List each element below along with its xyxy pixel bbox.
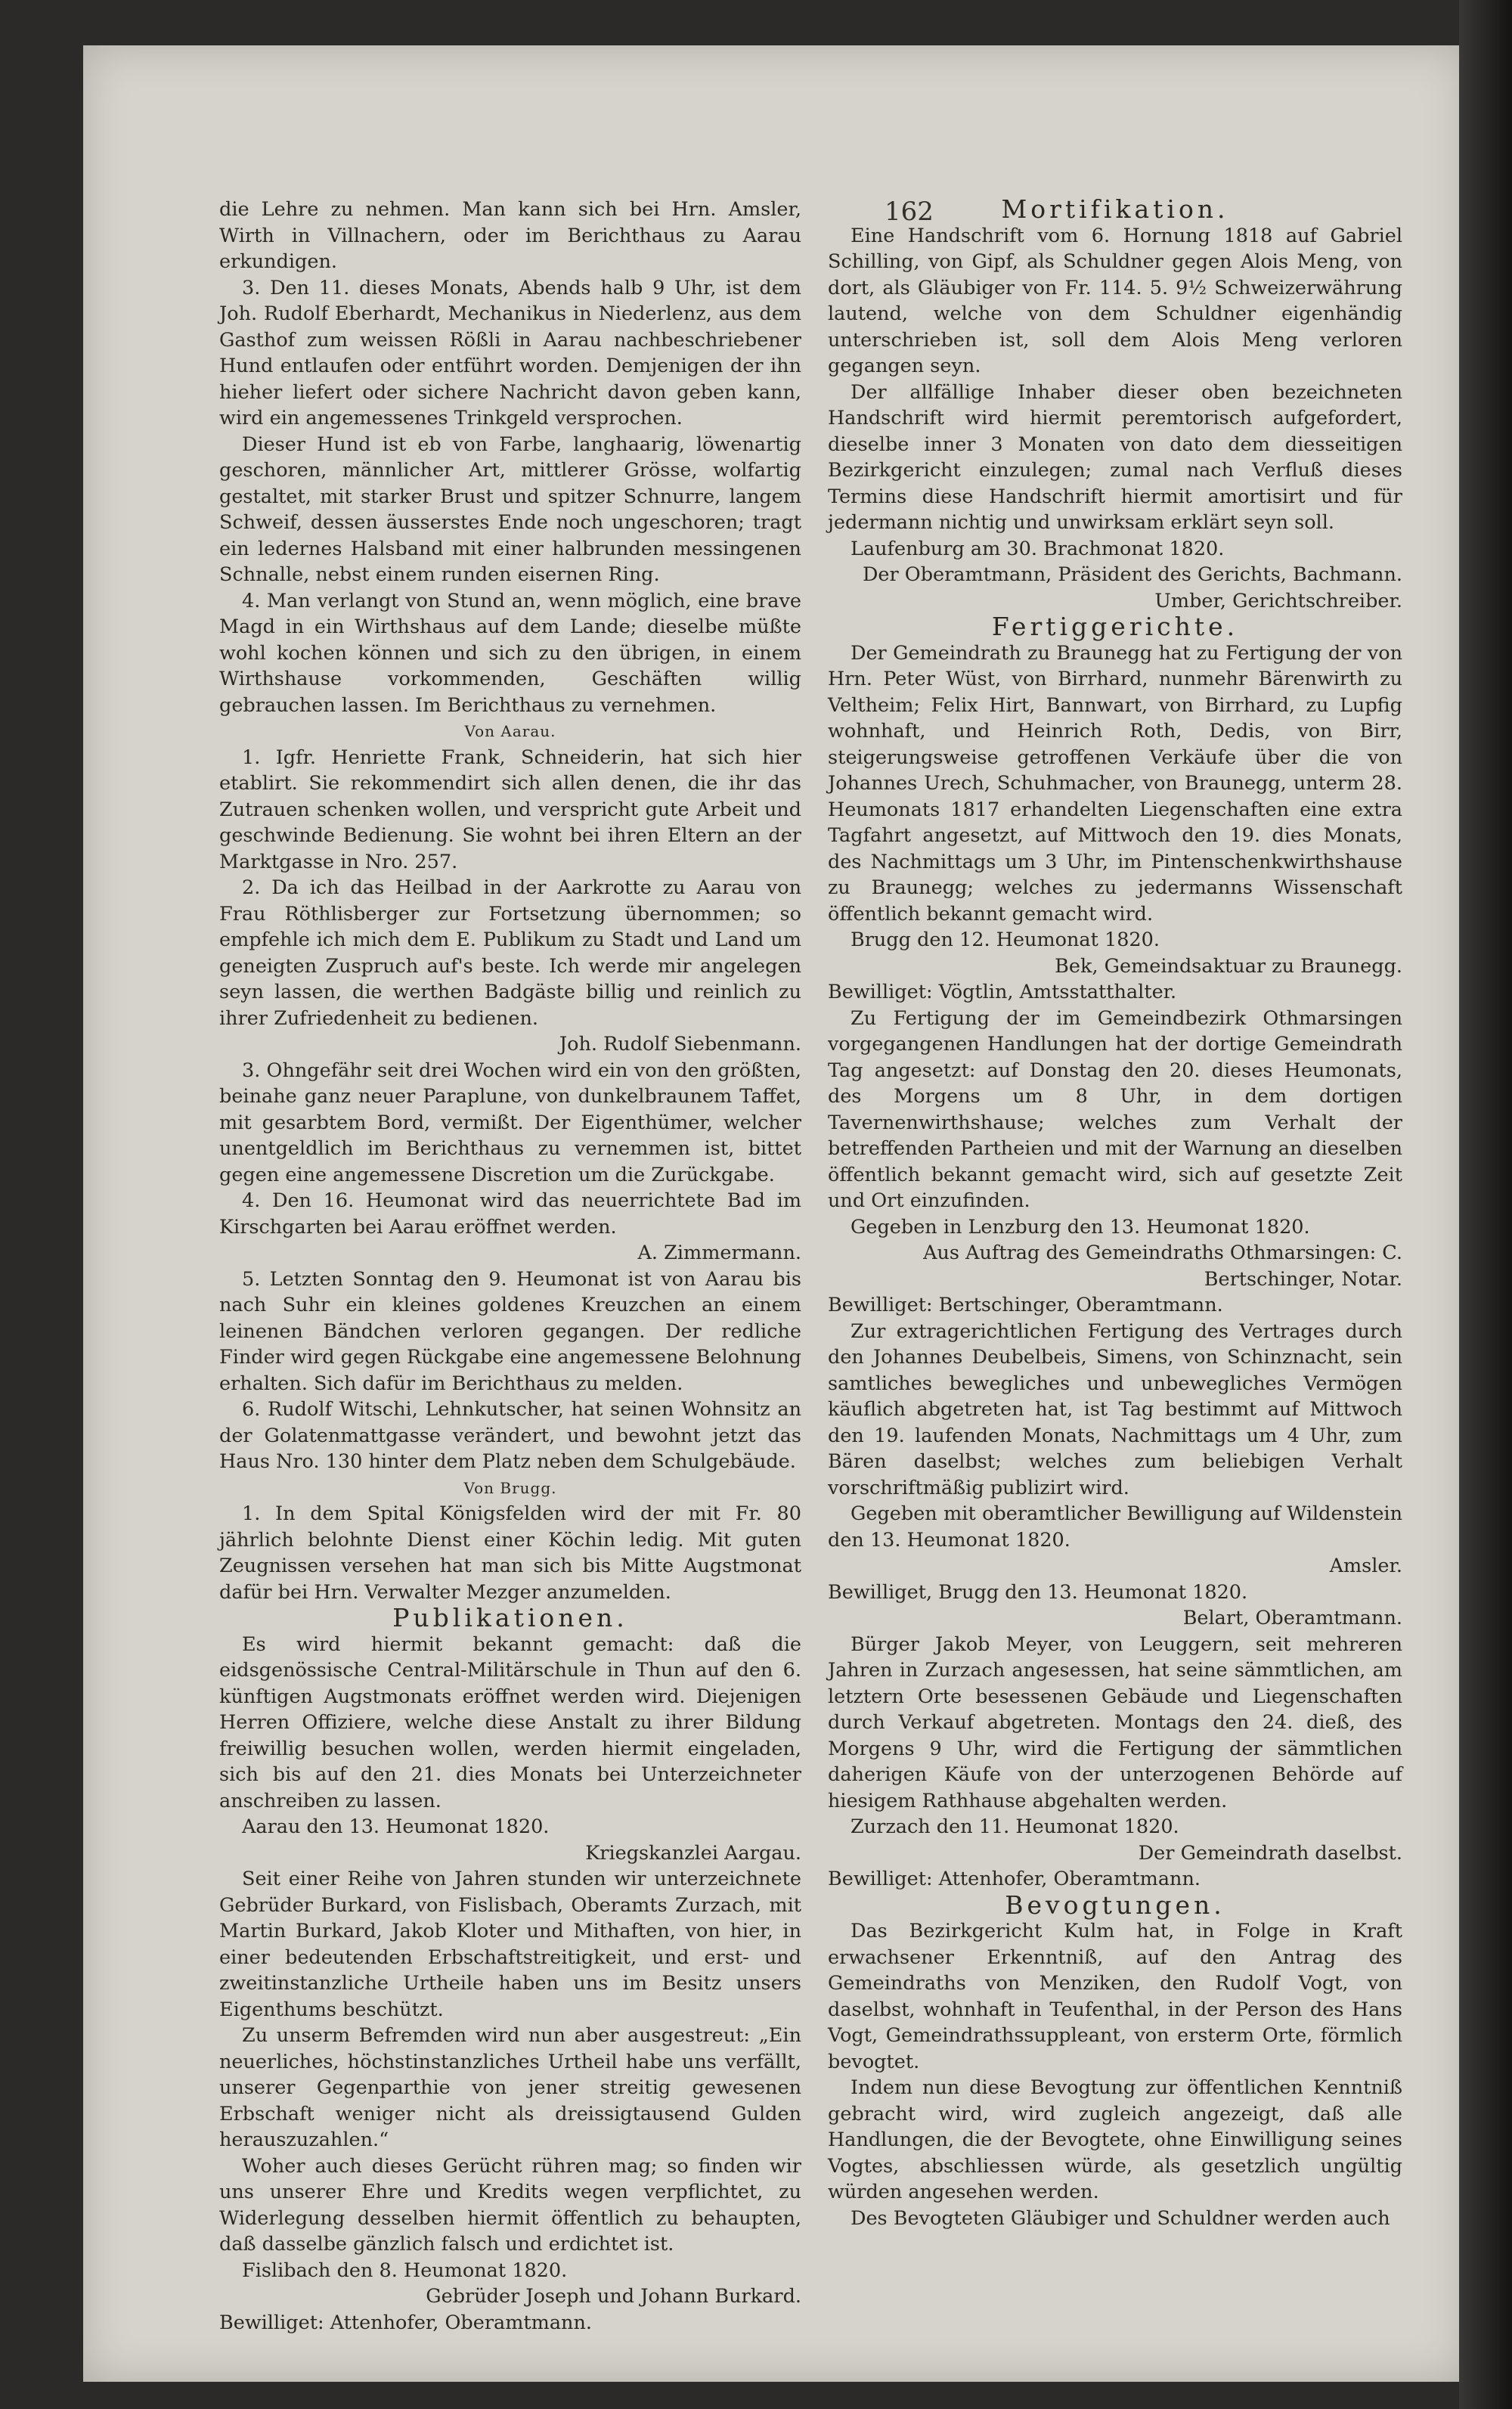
paragraph: 5. Letzten Sonntag den 9. Heumonat ist von Aarau bis nach Suhr ein kleines goldenes Kreuzchen an einem leinenen Bändchen verloren gegangen. Der redliche Finder wird gegen Rückgabe eine angemessene Belohnung erhalten. Sich dafür im Berichthaus zu melden. [219,1267,801,1395]
paragraph: Des Bevogteten Gläubiger und Schuldner werden auch [850,2206,1390,2230]
paragraph: Bewilliget: Attenhofer, Oberamtmann. [828,1868,1201,1890]
paragraph: Bürger Jakob Meyer, von Leuggern, seit mehreren Jahren in Zurzach angesessen, hat seine sämmtlichen, am letztern Orte besessenen Gebäude und Liegenschaften durch Verkauf abgetreten. Montags den 24. dieß, des Morgens 9 Uhr, wird die Fertigung der sämmtlichen daherigen Käufe von der unterzogenen Behörde auf hiesigem Rathhause abgehalten werden. [828,1632,1402,1812]
book-spine [1459,0,1512,2409]
paragraph: 3. Den 11. dieses Monats, Abends halb 9 Uhr, ist dem Joh. Rudolf Eberhardt, Mechanikus in Niederlenz, aus dem Gasthof zum weissen Rößli in Aarau nachbeschriebener Hund entlaufen oder entführt worden. Demjenigen der ihn hieher liefert oder sichere Nachricht davon geben kann, wird ein angemessenes Trinkgeld versprochen. [219,276,801,429]
paragraph: Zu Fertigung der im Gemeindbezirk Othmarsingen vorgegangenen Handlungen hat der dortige Gemeindrath Tag angesetzt: auf Donstag den 20. dieses Heumonats, des Morgens um 8 Uhr, in dem dortigen Tavernenwirthshause; welches zum Verhalt der betreffenden Partheien und mit der Warnung an dieselben öffentlich bekannt gemacht wird, sich auf gesetzte Zeit und Ort einzufinden. [828,1006,1402,1212]
paragraph: 2. Da ich das Heilbad in der Aarkrotte zu Aarau von Frau Röthlisberger zur Fortsetzung übernommen; so empfehle ich mich dem E. Publikum zu Stadt und Land um geneigten Zuspruch auf's beste. Ich werde mir angelegen seyn lassen, die werthen Badgäste billig und reinlich zu ihrer Zufriedenheit zu bedienen. [219,876,801,1030]
signature-line: Amsler. [1329,1555,1402,1577]
section-heading: Mortifikation. [1001,194,1229,224]
paragraph: Bewilliget: Attenhofer, Oberamtmann. [219,2311,592,2334]
paragraph: die Lehre zu nehmen. Man kann sich bei Hrn. Amsler, Wirth in Villnachern, oder im Berichthaus zu Aarau erkundigen. [219,198,801,273]
paragraph: Aarau den 13. Heumonat 1820. [242,1815,550,1838]
paragraph: Es wird hiermit bekannt gemacht: daß die eidsgenössische Central-Militärschule in Thun auf den 6. künftigen Augstmonats eröffnet werden wird. Diejenigen Herren Offiziere, welche diese Anstalt zu ihrer Bildung freiwillig besuchen wollen, werden hiermit eingeladen, sich bis auf den 21. dies Monats bei Unterzeichneter anschreiben zu lassen. [219,1632,801,1812]
paragraph: 1. Igfr. Henriette Frank, Schneiderin, hat sich hier etablirt. Sie rekommendirt sich allen denen, die ihr das Zutrauen schenken wollen, und verspricht gute Arbeit und geschwinde Bedienung. Sie wohnt bei ihren Eltern an der Marktgasse in Nro. 257. [219,746,801,873]
paragraph: Zurzach den 11. Heumonat 1820. [850,1815,1179,1838]
signature-line: Bek, Gemeindsaktuar zu Braunegg. [1055,954,1402,978]
paragraph: 4. Den 16. Heumonat wird das neuerrichtete Bad im Kirschgarten bei Aarau eröffnet werden. [219,1189,801,1239]
paragraph: 4. Man verlangt von Stund an, wenn möglich, eine brave Magd in ein Wirthshaus auf dem Lande; dieselbe müßte wohl kochen können und sich zu den übrigen, in einem Wirthshause vorkommenden, Geschäften willig gebrauchen lassen. Im Berichthaus zu vernehmen. [219,589,801,717]
paragraph: Eine Handschrift vom 6. Hornung 1818 auf Gabriel Schilling, von Gipf, als Schuldner gegen Alois Meng, von dort, als Gläubiger von Fr. 114. 5. 9½ Schweizerwährung lautend, welche von dem Schuldner eigenhändig unterschrieben ist, soll dem Alois Meng verloren gegangen seyn. [828,224,1402,377]
paragraph: 6. Rudolf Witschi, Lehnkutscher, hat seinen Wohnsitz an der Golatenmattgasse verändert, und bewohnt jetzt das Haus Nro. 130 hinter dem Platz neben dem Schulgebäude. [219,1398,801,1473]
signature-line: Umber, Gerichtschreiber. [1154,589,1402,612]
section-heading: Publikationen. [392,1603,628,1632]
paragraph: Bewilliget, Brugg den 13. Heumonat 1820. [828,1580,1248,1604]
signature-line: Gebrüder Joseph und Johann Burkard. [426,2285,801,2308]
paragraph: Der Gemeindrath zu Braunegg hat zu Fertigung der von Hrn. Peter Wüst, von Birrhard, nunmehr Bärenwirth zu Veltheim; Felix Hirt, Bannwart, von Birrhard, zu Lupfig wohnhaft, und Heinrich Roth, Dedis, von Birr, steigerungsweise getroffenen Verkäufe über die von Johannes Urech, Schuhmacher, von Braunegg, unterm 28. Heumonats 1817 erhandelten Liegenschaften eine extra Tagfahrt angesetzt, auf Mittwoch den 19. dies Monats, des Nachmittags um 3 Uhr, im Pintenschenkwirthshause zu Braunegg; welches zu jedermanns Wissenschaft öffentlich bekannt gemacht wird. [828,641,1402,925]
paragraph: 1. In dem Spital Königsfelden wird der mit Fr. 80 jährlich belohnte Dienst einer Köchin ledig. Mit guten Zeugnissen versehen hat man sich bis Mitte Augstmonat dafür bei Hrn. Verwalter Mezger anzumelden. [219,1502,801,1604]
paragraph: Der allfällige Inhaber dieser oben bezeichneten Handschrift wird hiermit peremtorisch aufgefordert, dieselbe inner 3 Monaten von dato dem diesseitigen Bezirkgericht einzulegen; zumal nach Verfluß dieses Termins diese Handschrift hiermit amortisirt und für jedermann nichtig und unwirksam erklärt seyn soll. [828,380,1402,534]
paragraph: Bewilliget: Vögtlin, Amtsstatthalter. [828,981,1177,1003]
page-number: 162 [885,197,934,227]
paragraph: Fislibach den 8. Heumonat 1820. [242,2259,568,2282]
paragraph: Brugg den 12. Heumonat 1820. [850,929,1160,951]
signature-line: Aus Auftrag des Gemeindraths Othmarsingen: C. Bertschinger, Notar. [923,1242,1402,1291]
paragraph: Gegeben in Lenzburg den 13. Heumonat 1820. [850,1215,1310,1239]
paragraph: 3. Ohngefähr seit drei Wochen wird ein von den größten, beinahe ganz neuer Paraplune, von dunkelbraunem Taffet, mit gesarbtem Bord, vermißt. Der Eigenthümer, welcher unentgeldlich im Berichthaus zu vernemmen ist, bittet gegen eine angemessene Discretion um die Zurückgabe. [219,1059,801,1186]
paragraph: Das Bezirkgericht Kulm hat, in Folge in Kraft erwachsener Erkenntniß, auf den Antrag des Gemeindraths von Menziken, den Rudolf Vogt, von daselbst, wohnhaft in Teufenthal, in der Person des Hans Vogt, Gemeindrathssuppleant, von ersterm Orte, förmlich bevogtet. [828,1920,1402,2073]
paragraph: Zur extragerichtlichen Fertigung des Vertrages durch den Johannes Deubelbeis, Simens, von Schinznacht, sein samtliches bewegliches und unbewegliches Vermögen käuflich abgetreten hat, ist Tag bestimmt auf Mittwoch den 19. laufenden Monats, Nachmittags um 4 Uhr, zum Bären daselbst; welches zum beliebigen Verhalt vorschriftmäßig publizirt wird. [828,1319,1402,1499]
paragraph: Laufenburg am 30. Brachmonat 1820. [850,537,1225,560]
section-heading: Fertiggerichte. [991,612,1239,641]
signature-line: Belart, Oberamtmann. [1182,1607,1402,1629]
signature-line: Der Oberamtmann, Präsident des Gerichts, Bachmann. [862,563,1402,586]
paragraph: Indem nun diese Bevogtung zur öffentlichen Kenntniß gebracht wird, wird zugleich angezeigt, daß alle Handlungen, die der Bevogtete, ohne Einwilligung seines Vogtes, abschliessen würde, als gesetzlich ungültig würden angesehen werden. [828,2076,1402,2203]
paragraph: Woher auch dieses Gerücht rühren mag; so finden wir uns unserer Ehre und Kredits wegen verpflichtet, zu Widerlegung desselben hiermit öffentlich zu behaupten, daß dasselbe gänzlich falsch und erdichtet ist. [219,2154,801,2256]
place-heading: Von Brugg. [463,1478,557,1497]
left-column [219,197,801,2336]
section-heading: Bevogtungen. [1005,1890,1225,1920]
paragraph: Seit einer Reihe von Jahren stunden wir unterzeichnete Gebrüder Burkard, von Fislisbach, Oberamts Zurzach, mit Martin Burkard, Jakob Kloter und Mithaften, von hier, in einer bedeutenden Erbschaftstreitigkeit, und erst- und zweitinstanzliche Urtheile haben uns im Besitz unsers Eigenthums beschützt. [219,1868,801,2021]
signature-line: Kriegskanzlei Aargau. [585,1841,801,1865]
place-heading: Von Aarau. [464,722,556,740]
paragraph: Zu unserm Befremden wird nun aber ausgestreut: „Ein neuerliches, höchstinstanzliches Urtheil habe uns verfällt, unserer Gegenparthie von jener streitig gewesenen Erbschaft weniger nicht als dreissigtausend Gulden herauszuzahlen.“ [219,2024,801,2151]
signature-line: A. Zimmermann. [637,1242,801,1264]
signature-line: Der Gemeindrath daselbst. [1138,1841,1402,1865]
right-column [828,194,1402,2231]
paragraph: Dieser Hund ist eb von Farbe, langhaarig, löwenartig geschoren, männlicher Art, mittlerer Grösse, wolfartig gestaltet, mit starker Brust und spitzer Schnurre, langem Schweif, dessen äusserstes Ende noch ungeschoren; tragt ein ledernes Halsband mit einer halbrunden messingenen Schnalle, nebst einem runden eisernen Ring. [219,433,801,586]
paragraph: Gegeben mit oberamtlicher Bewilligung auf Wildenstein den 13. Heumonat 1820. [828,1502,1402,1552]
paragraph: Bewilliget: Bertschinger, Oberamtmann. [828,1294,1223,1316]
signature-line: Joh. Rudolf Siebenmann. [559,1033,801,1056]
